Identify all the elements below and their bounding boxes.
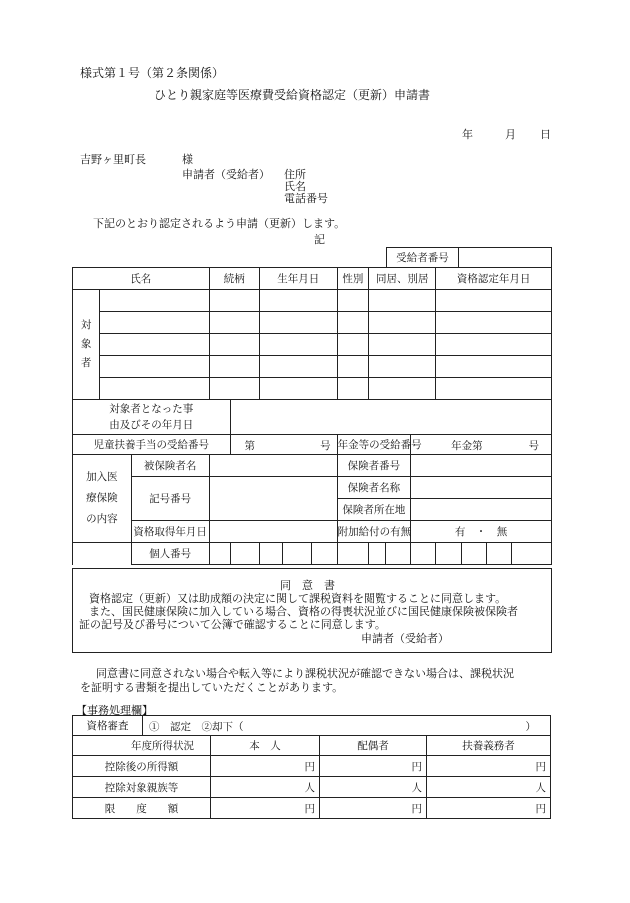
- consent-title: 同 意 書: [280, 579, 335, 592]
- dependents-dependent-field[interactable]: 人: [427, 777, 551, 798]
- subject-birthdate-cell[interactable]: [259, 312, 337, 334]
- applicant-label: 申請者（受給者）: [182, 168, 270, 181]
- date-month-label: 月: [505, 128, 516, 141]
- subject-residence-cell[interactable]: [369, 334, 436, 356]
- subject-cert-date-cell[interactable]: [436, 378, 552, 400]
- review-options[interactable]: ① 認定 ②却下（ ）: [143, 716, 551, 736]
- personal-number-digit[interactable]: [461, 543, 486, 565]
- applicant-name-label: 氏名: [284, 180, 306, 193]
- header-relationship: 続柄: [209, 268, 259, 290]
- consent-line-3: 証の記号及び番号について公簿で確認することに同意します。: [79, 618, 386, 631]
- income-self-field[interactable]: 円: [211, 756, 320, 777]
- income-spouse-field[interactable]: 円: [320, 756, 427, 777]
- limit-dependent-field[interactable]: 円: [427, 798, 551, 819]
- subject-relationship-cell[interactable]: [209, 312, 259, 334]
- personal-number-digit[interactable]: [283, 543, 312, 565]
- subject-gender-cell[interactable]: [337, 356, 369, 378]
- symbol-number-field[interactable]: [209, 477, 337, 521]
- subject-name-cell[interactable]: [100, 290, 209, 312]
- col-dependent: 扶養義務者: [427, 736, 551, 756]
- reason-field[interactable]: [230, 400, 551, 435]
- personal-number-digit[interactable]: [436, 543, 461, 565]
- subject-relationship-cell[interactable]: [209, 356, 259, 378]
- subject-relationship-cell[interactable]: [209, 334, 259, 356]
- personal-number-digit[interactable]: [209, 543, 230, 565]
- form-number: 様式第１号（第２条関係）: [80, 66, 225, 80]
- col-spouse: 配偶者: [320, 736, 427, 756]
- subject-relationship-cell[interactable]: [209, 378, 259, 400]
- personal-number-digit[interactable]: [511, 543, 551, 565]
- insurer-name-label: 保険者名称: [337, 477, 411, 499]
- additional-benefit-label: 附加給付の有無: [337, 521, 411, 543]
- subject-cert-date-cell[interactable]: [436, 312, 552, 334]
- symbol-number-label: 記号番号: [131, 477, 209, 521]
- personal-number-digit[interactable]: [230, 543, 259, 565]
- row-limit-label: 限 度 額: [73, 798, 211, 819]
- pension-label: 年金等の受給番号: [337, 435, 411, 455]
- subject-label: 対 象 者: [73, 290, 100, 400]
- header-gender: 性別: [337, 268, 369, 290]
- acquisition-date-field[interactable]: [209, 521, 337, 543]
- personal-number-digit[interactable]: [337, 543, 369, 565]
- child-allowance-number[interactable]: 第 号: [230, 435, 337, 455]
- recipient-number-label: 受給者番号: [387, 248, 459, 268]
- recipient-number-box: [386, 247, 552, 268]
- subject-relationship-cell[interactable]: [209, 290, 259, 312]
- recipient-number-field[interactable]: [459, 248, 552, 268]
- row-dependents-label: 控除対象親族等: [73, 777, 211, 798]
- insured-name-field[interactable]: [209, 455, 337, 477]
- applicant-address-label: 住所: [284, 168, 306, 181]
- consent-line-1: 資格認定（更新）又は助成額の決定に関して課税資料を閲覧することに同意します。: [89, 592, 507, 605]
- header-residence: 同居、別居: [369, 268, 436, 290]
- subject-cert-date-cell[interactable]: [436, 334, 552, 356]
- personal-number-digit[interactable]: [411, 543, 436, 565]
- subject-residence-cell[interactable]: [369, 312, 436, 334]
- note-line-1: 同意書に同意されない場合や転入等により課税状況が確認できない場合は、課税状況: [96, 667, 514, 680]
- subject-cert-date-cell[interactable]: [436, 290, 552, 312]
- date-year-label: 年: [462, 128, 473, 141]
- income-dependent-field[interactable]: 円: [427, 756, 551, 777]
- pension-number[interactable]: 年金第 号: [411, 435, 552, 455]
- income-status-label: 年度所得状況: [73, 736, 211, 756]
- row-income-label: 控除後の所得額: [73, 756, 211, 777]
- date-day-label: 日: [540, 128, 551, 141]
- insurance-label: 加入医 療保険 の内容: [73, 455, 132, 543]
- personal-number-digit[interactable]: [369, 543, 386, 565]
- limit-spouse-field[interactable]: 円: [320, 798, 427, 819]
- subject-residence-cell[interactable]: [369, 356, 436, 378]
- subject-residence-cell[interactable]: [369, 378, 436, 400]
- applicant-phone-label: 電話番号: [284, 192, 328, 205]
- addressee: 吉野ヶ里町長: [80, 153, 146, 166]
- subject-birthdate-cell[interactable]: [259, 378, 337, 400]
- subject-gender-cell[interactable]: [337, 334, 369, 356]
- col-self: 本 人: [211, 736, 320, 756]
- subject-name-cell[interactable]: [100, 356, 209, 378]
- main-table: [72, 267, 552, 565]
- personal-number-digit[interactable]: [259, 543, 282, 565]
- ki-heading: 記: [314, 233, 325, 246]
- personal-number-digit[interactable]: [312, 543, 337, 565]
- insured-name-label: 被保険者名: [131, 455, 209, 477]
- header-name: 氏名: [73, 268, 210, 290]
- insurer-address-field[interactable]: [411, 499, 552, 521]
- additional-benefit-options[interactable]: 有 ・ 無: [411, 521, 552, 543]
- office-section-heading: 【事務処理欄】: [76, 704, 153, 717]
- header-birthdate: 生年月日: [259, 268, 337, 290]
- subject-gender-cell[interactable]: [337, 378, 369, 400]
- honorific: 様: [182, 153, 193, 166]
- dependents-spouse-field[interactable]: 人: [320, 777, 427, 798]
- consent-box: [72, 568, 552, 653]
- review-label: 資格審査: [73, 716, 143, 736]
- dependents-self-field[interactable]: 人: [211, 777, 320, 798]
- subject-name-cell[interactable]: [100, 378, 209, 400]
- limit-self-field[interactable]: 円: [211, 798, 320, 819]
- insurer-number-field[interactable]: [411, 455, 552, 477]
- subject-residence-cell[interactable]: [369, 290, 436, 312]
- subject-name-cell[interactable]: [100, 334, 209, 356]
- insurer-address-label: 保険者所在地: [337, 499, 411, 521]
- insurer-name-field[interactable]: [411, 477, 552, 499]
- subject-gender-cell[interactable]: [337, 312, 369, 334]
- personal-number-digit[interactable]: [486, 543, 511, 565]
- subject-cert-date-cell[interactable]: [436, 356, 552, 378]
- subject-birthdate-cell[interactable]: [259, 334, 337, 356]
- acquisition-date-label: 資格取得年月日: [131, 521, 209, 543]
- note-line-2: を証明する書類を提出していただくことがあります。: [80, 681, 344, 694]
- office-table: [72, 715, 551, 819]
- subject-birthdate-cell[interactable]: [259, 290, 337, 312]
- insurer-number-label: 保険者番号: [337, 455, 411, 477]
- page-title: ひとり親家庭等医療費受給資格認定（更新）申請書: [154, 88, 431, 102]
- subject-gender-cell[interactable]: [337, 290, 369, 312]
- personal-number-digit[interactable]: [385, 543, 410, 565]
- personal-number-spacer: [73, 543, 132, 565]
- request-text: 下記のとおり認定されるよう申請（更新）します。: [93, 217, 346, 230]
- reason-label: 対象者となった事 由及びその年月日: [73, 400, 231, 435]
- personal-number-label: 個人番号: [131, 543, 209, 565]
- subject-name-cell[interactable]: [100, 312, 209, 334]
- consent-signer: 申請者（受給者）: [361, 632, 449, 645]
- header-cert-date: 資格認定年月日: [436, 268, 552, 290]
- consent-line-2: また、国民健康保険に加入している場合、資格の得喪状況並びに国民健康保険被保険者: [89, 605, 518, 618]
- child-allowance-label: 児童扶養手当の受給番号: [73, 435, 231, 455]
- subject-birthdate-cell[interactable]: [259, 356, 337, 378]
